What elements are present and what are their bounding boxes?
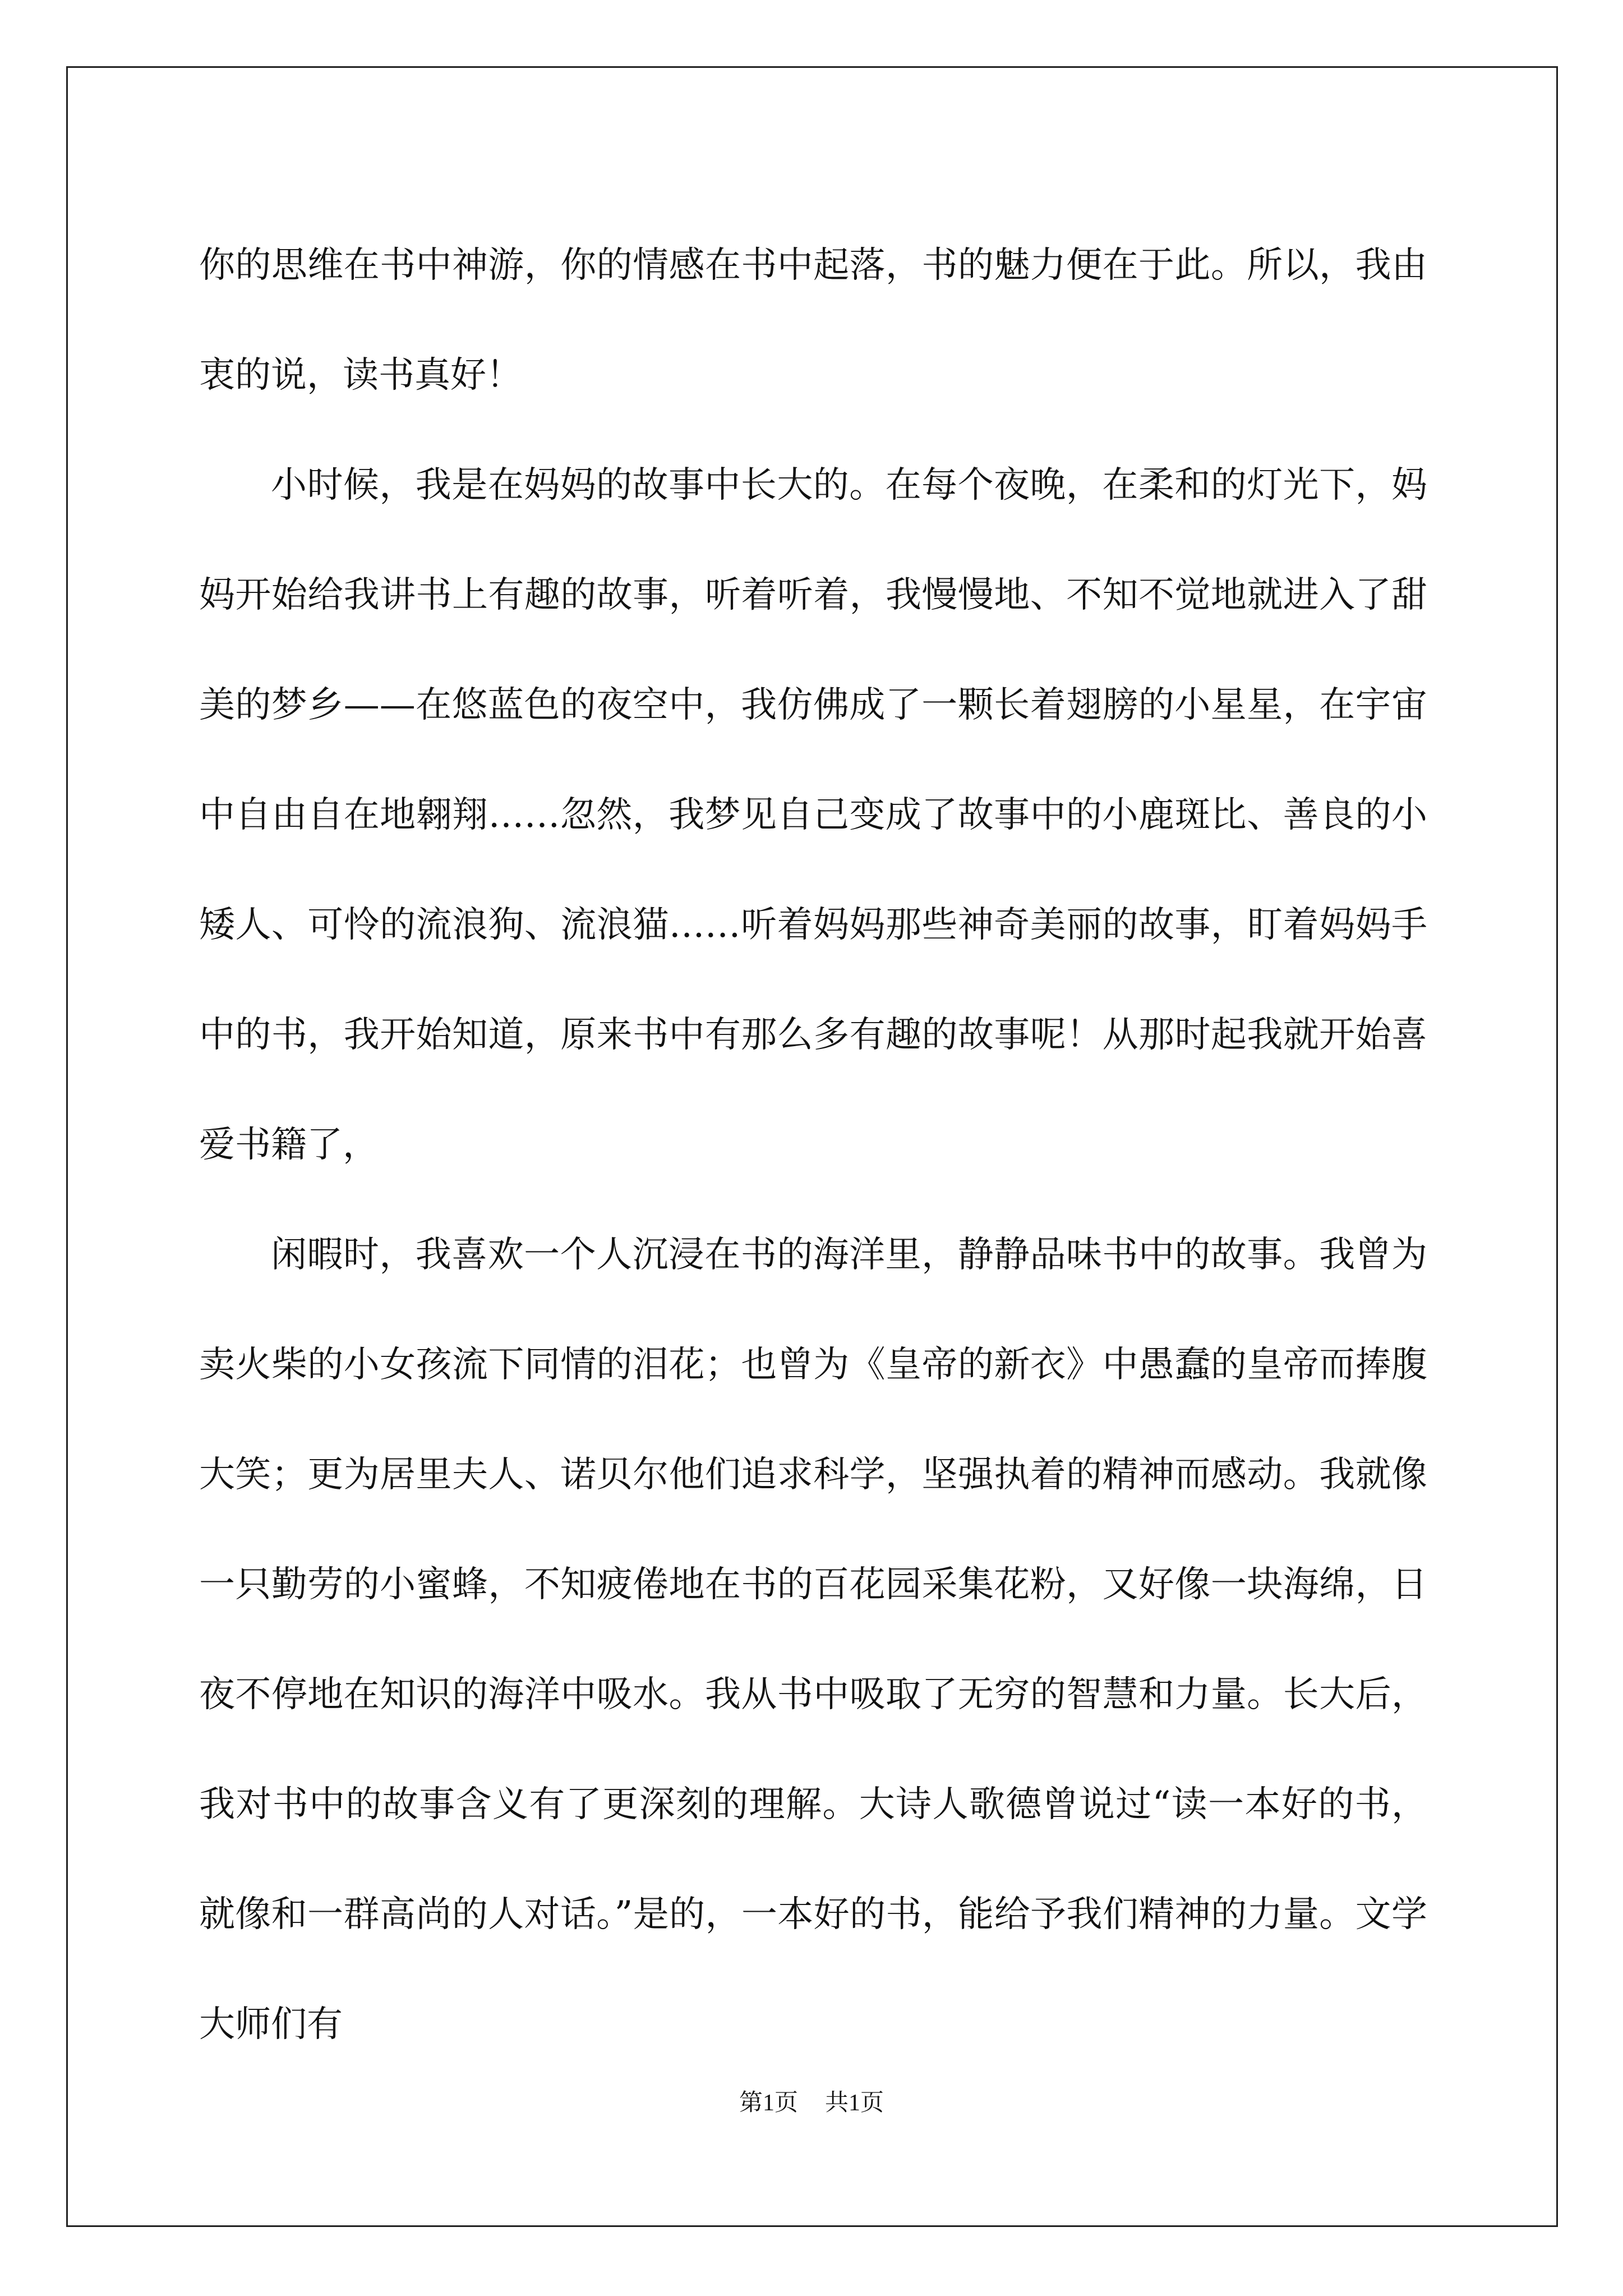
page-number: 第1页 [739, 2090, 798, 2116]
paragraph-3: 闲暇时，我喜欢一个人沉浸在书的海洋里，静静品味书中的故事。我曾为卖火柴的小女孩流下同情的泪花；也曾为《皇帝的新衣》中愚蠢的皇帝而捧腹大笑；更为居里夫人、诺贝尔他们追求科学，坚强执着的精神而感动。我就像一只勤劳的小蜜蜂，不知疲倦地在书的百花园采集花粉，又好像一块海绵，日夜不停地在知识的海洋中吸水。我从书中吸取了无穷的智慧和力量。长大后，我对书中的故事含义有了更深刻的理解。大诗人歌德曾说过“读一本好的书，就像和一群高尚的人对话。”是的，一本好的书，能给予我们精神的力量。文学大师们有 [199, 1234, 1427, 2045]
page-footer [0, 2084, 1623, 2118]
page-total: 共1页 [825, 2090, 884, 2116]
paragraph-2: 小时候，我是在妈妈的故事中长大的。在每个夜晚，在柔和的灯光下，妈妈开始给我讲书上有趣的故事，听着听着，我慢慢地、不知不觉地就进入了甜美的梦乡——在悠蓝色的夜空中，我仿佛成了一颗长着翅膀的小星星，在宇宙中自由自在地翱翔……忽然，我梦见自己变成了故事中的小鹿斑比、善良的小矮人、可怜的流浪狗、流浪猫……听着妈妈那些神奇美丽的故事，盯着妈妈手中的书，我开始知道，原来书中有那么多有趣的故事呢！从那时起我就开始喜爱书籍了， [199, 464, 1427, 1166]
paragraph-1: 你的思维在书中神游，你的情感在书中起落，书的魅力便在于此。所以，我由衷的说，读书真好！ [199, 245, 1427, 396]
document-body [199, 210, 1427, 2079]
